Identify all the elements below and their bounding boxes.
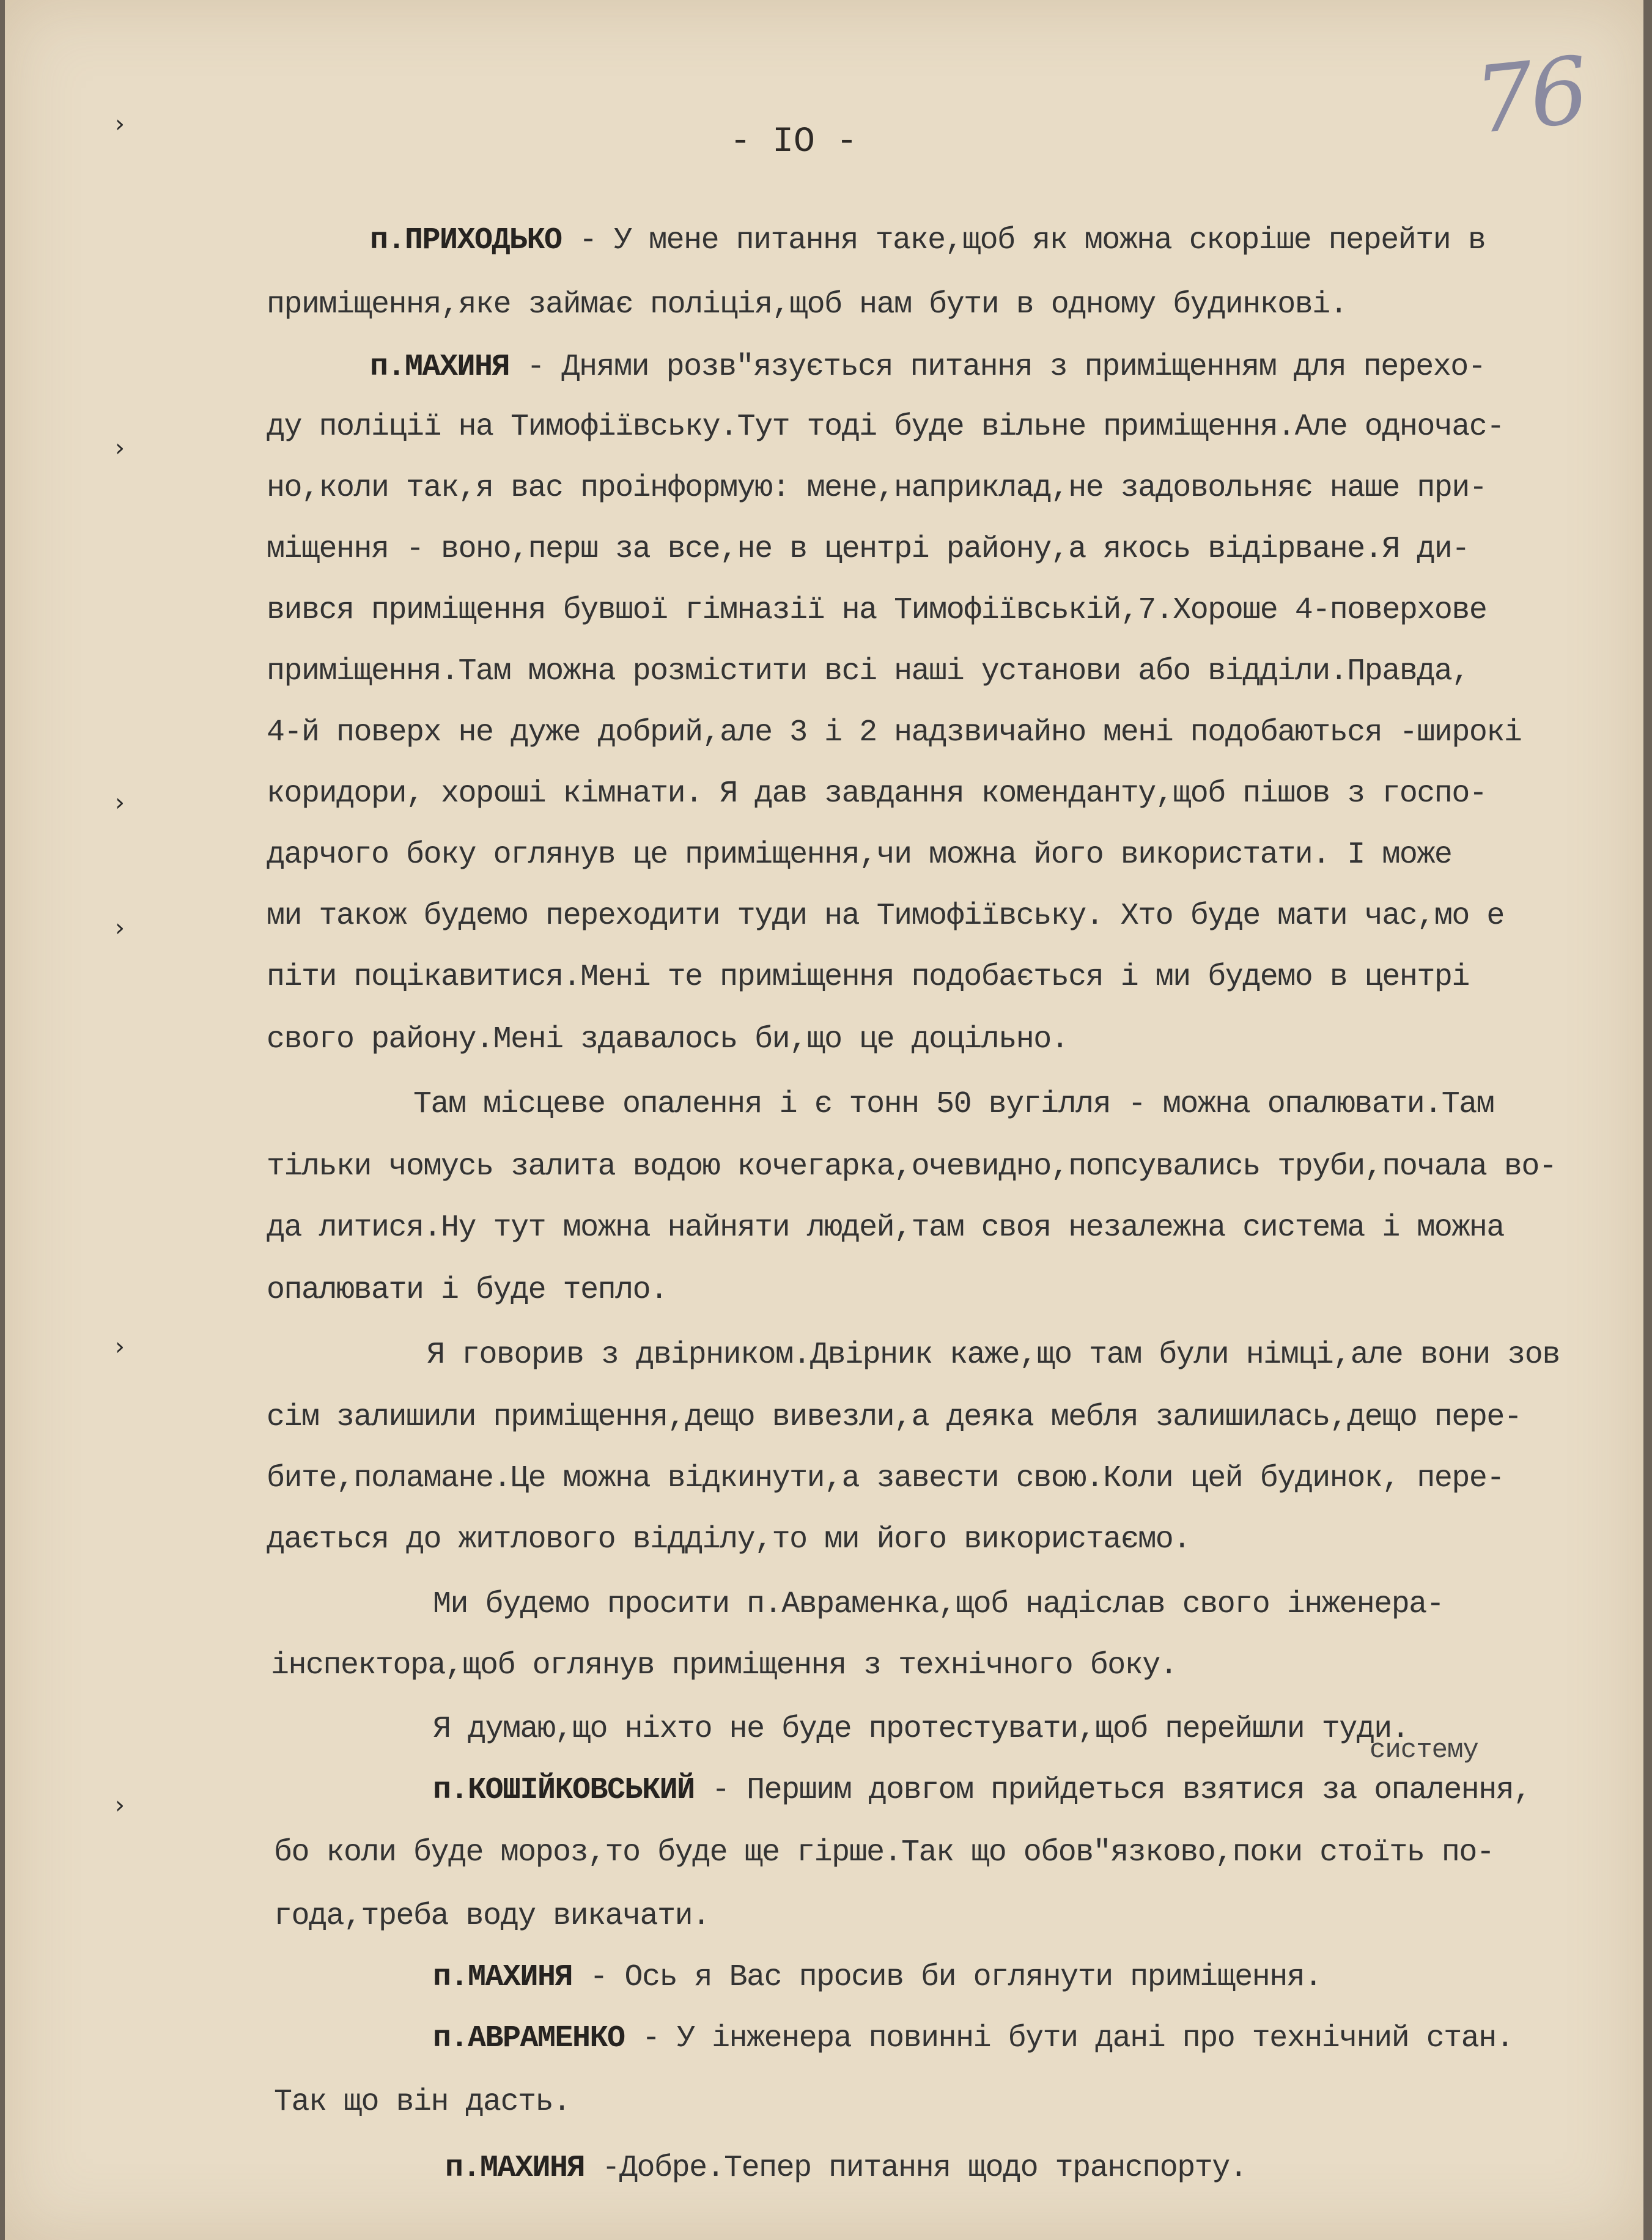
text-line [427, 1338, 1560, 1372]
line-text: Там місцеве опалення і є тонн 50 вугілля - можна опалювати.Там [413, 1087, 1494, 1122]
line-text: но,коли так,я вас проінформую: мене,наприклад,не задовольняє наше при- [267, 471, 1487, 506]
text-line [267, 776, 1486, 811]
text-line [267, 471, 1486, 506]
line-text: коридори, хороші кімнати. Я дав завдання коменданту,щоб пішов з госпо- [267, 776, 1487, 811]
document-page [5, 0, 1643, 2240]
text-line [267, 1461, 1504, 1496]
text-line [267, 410, 1504, 444]
binder-hole-mark: › [115, 914, 125, 942]
text-line [274, 1835, 1494, 1870]
line-text: опалювати і буде тепло. [267, 1273, 668, 1308]
text-line [267, 838, 1451, 872]
page-number: - IO - [729, 122, 858, 162]
line-text: 4-й поверх не дуже добрий,але 3 і 2 надзвичайно мені подобаються -широкі [267, 715, 1522, 750]
line-text: приміщення,яке займає поліція,щоб нам бути в одному будинкові. [267, 287, 1348, 322]
line-text: міщення - воно,перш за все,не в центрі району,а якось відірване.Я ди- [267, 532, 1469, 567]
line-text: -Добре.Тепер питання щодо транспорту. [584, 2151, 1247, 2186]
line-text: - У мене питання таке,щоб як можна скоріше перейти в [561, 223, 1486, 258]
line-text: дарчого боку оглянув це приміщення,чи можна його використати. І може [267, 838, 1452, 872]
text-line [433, 1960, 1322, 1995]
line-text: приміщення.Там можна розмістити всі наші установи або відділи.Правда, [267, 654, 1469, 689]
text-line [267, 960, 1469, 995]
line-text: тільки чомусь залита водою кочегарка,очевидно,попсувались труби,почала во- [267, 1149, 1557, 1184]
speaker-name: п.АВРАМЕНКО [433, 2021, 625, 2056]
text-line [370, 223, 1485, 258]
line-text: да литися.Ну тут можна найняти людей,там своя незалежна система і можна [267, 1210, 1504, 1245]
text-line [267, 1210, 1504, 1245]
text-line [267, 715, 1521, 750]
speaker-name: п.МАХИНЯ [445, 2151, 585, 2186]
line-text: вився приміщення бувшої гімназії на Тимофіївській,7.Хороше 4-поверхове [267, 593, 1487, 628]
speaker-name: п.КОШІЙКОВСЬКИЙ [433, 1773, 695, 1808]
binder-hole-mark: › [115, 1333, 125, 1361]
line-text: года,треба воду викачати. [274, 1899, 710, 1934]
binder-hole-mark: › [115, 110, 125, 138]
archive-folio-number: 76 [1470, 37, 1590, 155]
line-text: сім залишили приміщення,дещо вивезли,а деяка мебля залишилась,дещо пере- [267, 1400, 1522, 1435]
text-line [267, 532, 1469, 567]
text-line [267, 287, 1347, 322]
text-line [267, 1273, 668, 1308]
text-line [274, 1899, 710, 1934]
line-text: - У інженера повинні бути дані про технічний стан. [624, 2021, 1514, 2056]
binder-hole-mark: › [115, 789, 125, 817]
line-text: Я думаю,що ніхто не буде протестувати,щоб перейшли туди. [433, 1712, 1409, 1747]
line-text: свого району.Мені здавалось би,що це доцільно. [267, 1022, 1069, 1057]
text-line [433, 1773, 1531, 1808]
text-line [433, 1712, 1409, 1747]
line-text: - Ось я Вас просив би оглянути приміщення. [572, 1960, 1322, 1995]
binder-hole-mark: › [115, 434, 125, 462]
text-line [370, 350, 1485, 385]
text-line [267, 593, 1486, 628]
text-line [267, 1400, 1521, 1435]
binder-hole-mark: › [115, 1791, 125, 1819]
line-text: Так що він дасть. [274, 2085, 570, 2120]
text-line [267, 654, 1469, 689]
text-line [271, 1648, 1177, 1683]
speaker-name: п.МАХИНЯ [370, 350, 510, 385]
text-line [267, 1149, 1556, 1184]
line-text: Ми будемо просити п.Авраменка,щоб надіслав свого інженера- [433, 1587, 1444, 1622]
text-line [433, 1587, 1444, 1622]
text-line [267, 899, 1504, 934]
line-text: ми також будемо переходити туди на Тимофіївську. Хто буде мати час,мо е [267, 899, 1504, 934]
text-line [274, 2085, 570, 2120]
text-line [433, 2021, 1513, 2056]
line-text: бо коли буде мороз,то буде ще гірше.Так що обов"язково,поки стоїть по- [274, 1835, 1494, 1870]
text-line [267, 1022, 1068, 1057]
line-text: бите,поламане.Це можна відкинути,а завести свою.Коли цей будинок, пере- [267, 1461, 1504, 1496]
line-text: Я говорив з двірником.Двірник каже,що там були німці,але вони зов [427, 1338, 1560, 1372]
line-text: інспектора,щоб оглянув приміщення з технічного боку. [271, 1648, 1178, 1683]
line-text: піти поцікавитися.Мені те приміщення подобається і ми будемо в центрі [267, 960, 1469, 995]
text-line [267, 1522, 1190, 1557]
speaker-name: п.МАХИНЯ [433, 1960, 573, 1995]
text-line [445, 2151, 1247, 2186]
text-line [413, 1087, 1494, 1122]
line-text: ду поліції на Тимофіївську.Тут тоді буде вільне приміщення.Але одночас- [267, 410, 1504, 444]
line-text: - Днями розв"язується питання з приміщенням для перехо- [509, 350, 1486, 385]
line-text: дається до житлового відділу,то ми його використаємо. [267, 1522, 1190, 1557]
speaker-name: п.ПРИХОДЬКО [370, 223, 562, 258]
line-text: - Першим довгом прийдеться взятися за опалення, [694, 1773, 1531, 1808]
handwritten-insertion: систему [1370, 1735, 1478, 1766]
